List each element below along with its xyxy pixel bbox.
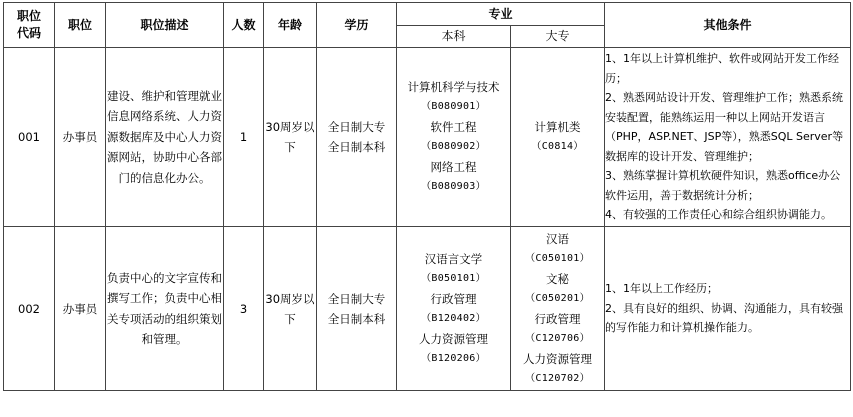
major-name: 人力资源管理 xyxy=(419,331,488,346)
header-row xyxy=(4,3,851,26)
cell-college-majors xyxy=(511,227,605,391)
education-item: 全日制大专 xyxy=(327,120,386,134)
table-row xyxy=(4,227,851,391)
cell-conditions xyxy=(605,227,851,391)
major-name: 汉语言文学 xyxy=(424,251,483,266)
header-code: 职位代码 xyxy=(4,3,55,48)
major-name: 计算机科学与技术 xyxy=(407,80,500,94)
major-code: （B050101） xyxy=(421,272,486,284)
cell-description: 建设、维护和管理就业信息网络系统、人力资源数据库及中心人力资源网站，协助中心各部门的信息化办公。 xyxy=(106,48,224,227)
header-college: 大专 xyxy=(511,26,605,48)
header-education: 学历 xyxy=(317,3,397,48)
major-name: 汉语 xyxy=(546,231,569,246)
major-code: （B080903） xyxy=(421,181,486,192)
header-position: 职位 xyxy=(55,3,106,48)
major-code: （C050201） xyxy=(525,292,590,304)
major-code: （C120702） xyxy=(525,372,590,384)
major-name: 软件工程 xyxy=(430,120,477,134)
education-item: 全日制本科 xyxy=(327,140,386,154)
cell-education xyxy=(317,227,397,391)
cell-count: 3 xyxy=(224,227,264,391)
header-undergrad: 本科 xyxy=(397,26,511,48)
condition-item: 3、熟练掌握计算机软硬件知识，熟悉office办公软件运用，善于数据统计分析； xyxy=(605,169,841,202)
cell-position: 办事员 xyxy=(55,48,106,227)
cell-count: 1 xyxy=(224,48,264,227)
cell-undergrad-majors xyxy=(397,227,511,391)
major-name: 计算机类 xyxy=(534,120,581,134)
cell-code: 001 xyxy=(4,48,55,227)
cell-position: 办事员 xyxy=(55,227,106,391)
header-major: 专业 xyxy=(397,3,605,26)
condition-item: 1、1年以上计算机维护、软件或网站开发工作经历； xyxy=(605,52,840,85)
table-row xyxy=(4,48,851,227)
education-item: 全日制本科 xyxy=(327,311,386,326)
major-name: 文秘 xyxy=(546,271,569,286)
header-age: 年龄 xyxy=(264,3,317,48)
major-name: 行政管理 xyxy=(534,311,581,326)
job-table xyxy=(3,2,851,391)
cell-age: 30周岁以下 xyxy=(264,227,317,391)
major-code: （C0814） xyxy=(531,141,584,152)
major-code: （B080902） xyxy=(421,141,486,152)
major-code: （C120706） xyxy=(525,332,590,344)
cell-code: 002 xyxy=(4,227,55,391)
condition-item: 4、有较强的工作责任心和综合组织协调能力。 xyxy=(605,208,833,222)
major-name: 行政管理 xyxy=(430,291,477,306)
cell-conditions xyxy=(605,48,851,227)
cell-undergrad-majors xyxy=(397,48,511,227)
major-code: （B120402） xyxy=(421,312,486,324)
cell-description: 负责中心的文字宣传和撰写工作；负责中心相关专项活动的组织策划和管理。 xyxy=(106,227,224,391)
header-description: 职位描述 xyxy=(106,3,224,48)
condition-item: 1、1年以上工作经历； xyxy=(605,282,719,296)
major-name: 人力资源管理 xyxy=(523,351,592,366)
major-code: （C050101） xyxy=(525,252,590,264)
cell-college-majors xyxy=(511,48,605,227)
cell-education xyxy=(317,48,397,227)
header-count: 人数 xyxy=(224,3,264,48)
condition-item: 2、具有良好的组织、协调、沟通能力，具有较强的写作能力和计算机操作能力。 xyxy=(605,301,844,335)
major-name: 网络工程 xyxy=(430,160,477,174)
major-code: （B080901） xyxy=(421,101,486,112)
education-item: 全日制大专 xyxy=(327,291,386,306)
condition-item: 2、熟悉网站设计开发、管理维护工作；熟悉系统安装配置，能熟练运用一种以上网站开发语言（PHP，ASP.NET、JSP等），熟悉SQL Server等数据库的设计开发、管理维护； xyxy=(605,91,844,163)
cell-age: 30周岁以下 xyxy=(264,48,317,227)
header-other: 其他条件 xyxy=(605,3,851,48)
major-code: （B120206） xyxy=(421,352,486,364)
